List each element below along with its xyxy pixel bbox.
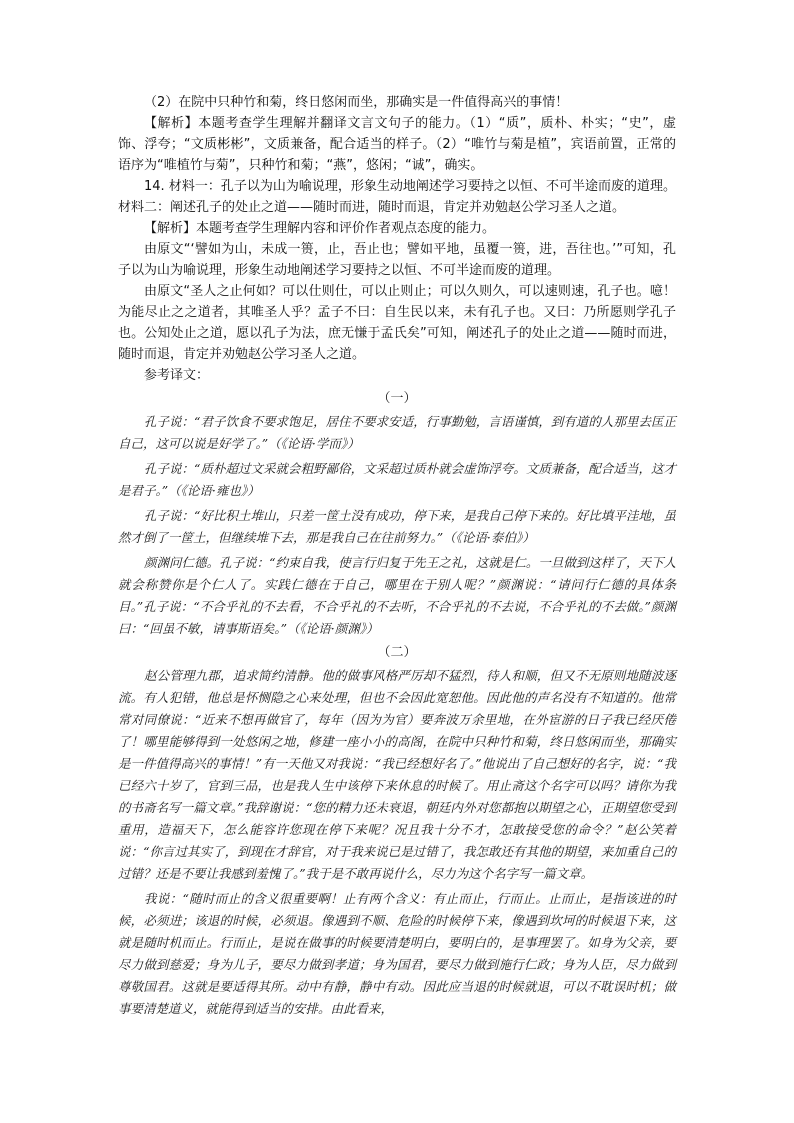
section-2-heading: （二） <box>377 645 417 660</box>
translation-paragraph: 颜渊问仁德。孔子说：“约束自我，使言行归复于先王之礼，这就是仁。一旦做到这样了，天下人就会称赞你是个仁人了。实践仁德在于自己，哪里在于别人呢？”颜渊说：“请问行仁德的具体条目。”孔子说：“不合乎礼的不去看，不合乎礼的不去听，不合乎礼的不去说，不合乎礼的不去做。”颜渊曰：“回虽不敏，请事斯语矣。”（《论语·颜渊》） <box>118 555 676 636</box>
reference-translation-label: 参考译文： <box>144 368 210 383</box>
section-1-heading: （一） <box>377 391 417 406</box>
document-page <box>118 92 676 1020</box>
translation-paragraph: 赵公管理九郡，追求简约清静。他的做事风格严厉却不猛烈，待人和顺，但又不无原则地随波逐流。有人犯错，他总是怀恻隐之心来处理，但也不会因此宽恕他。因此他的声名没有不知道的。他常常对同僚说：“近来不想再做官了，每年（因为为官）要奔波万余里地，在外宦游的日子我已经厌倦了！哪里能够得到一处悠闲之地，修建一座小小的高阁，在院中只种竹和菊，终日悠闲而坐，那确实是一件值得高兴的事情！”有一天他又对我说：“我已经想好名了。”他说出了自己想好的名字，说：“我已经六十岁了，官到三品，也是我人生中该停下来休息的时候了。用止斋这个名字可以吗？请你为我的书斋名写一篇文章。”我辞谢说：“您的精力还未衰退，朝廷内外对您都抱以期望之心，正期望您受到重用，造福天下，怎么能容许您现在停下来呢？况且我十分不才，怎敢接受您的命令？”赵公笑着说：“你言过其实了，到现在才辞官，对于我来说已是过错了，我怎敢还有其他的期望，来加重自己的过错？还是不要让我感到羞愧了。”我于是不敢再说什么，尽力为这个名字写一篇文章。 <box>118 668 676 881</box>
question-14-answer: 14. 材料一：孔子以为山为喻说理，形象生动地阐述学习要持之以恒、不可半途而废的道理。材料二：阐述孔子的处止之道——随时而进，随时而退，肯定并劝勉赵公学习圣人之道。 <box>118 179 676 215</box>
answer-2-text: （2）在院中只种竹和菊，终日悠闲而坐，那确实是一件值得高兴的事情！ <box>144 95 569 110</box>
analysis-paragraph-1: 由原文“‘譬如为山，未成一篑，止，吾止也；譬如平地，虽覆一篑，进，吾往也。’”可知，孔子以为山为喻说理，形象生动地阐述学习要持之以恒、不可半途而废的道理。 <box>118 242 676 278</box>
analysis-paragraph-2: 由原文“圣人之止何如？可以仕则仕，可以止则止；可以久则久，可以速则速，孔子也。噫！为能尽止之之道者，其唯圣人乎？孟子不曰：自生民以来，未有孔子也。又曰：乃所愿则学孔子也。公知处止之道，愿以孔子为法，庶无慊于孟氏矣”可知，阐述孔子的处止之道——随时而进，随时而退，肯定并劝勉赵公学习圣人之道。 <box>118 284 676 362</box>
analysis-translation: 【解析】本题考查学生理解并翻译文言文句子的能力。（1）“质”，质朴、朴实；“史”，虚饰、浮夸；“文质彬彬”，文质兼备，配合适当的样子。（2）“唯竹与菊是植”，宾语前置，正常的语序为“唯植竹与菊”，只种竹和菊；“燕”，悠闲；“诚”，确实。 <box>118 116 676 173</box>
translation-paragraph: 孔子说：“质朴超过文采就会粗野鄙俗，文采超过质朴就会虚饰浮夸。文质兼备，配合适当，这才是君子。”（《论语·雍也》） <box>118 461 676 498</box>
translation-paragraph: 我说：“随时而止的含义很重要啊！止有两个含义：有止而止，行而止。止而止，是指该进的时候，必须进；该退的时候，必须退。像遇到不顺、危险的时候停下来，像遇到坎坷的时候退下来，这就是随时机而止。行而止，是说在做事的时候要清楚明白，要明白的，是事理罢了。如身为父亲，要尽力做到慈爱；身为儿子，要尽力做到孝道；身为国君，要尽力做到施行仁政；身为人臣，尽力做到尊敬国君。这就是要适得其所。动中有静，静中有动。因此应当退的时候就退，可以不耽误时机；做事要清楚道义，就能得到适当的安排。由此看来， <box>118 891 676 1016</box>
translation-paragraph: 孔子说：“好比积土堆山，只差一筐土没有成功，停下来，是我自己停下来的。好比填平洼地，虽然才倒了一筐土，但继续堆下去，那是我自己在往前努力。”（《论语·泰伯》） <box>118 508 676 545</box>
translation-paragraph: 孔子说：“君子饮食不要求饱足，居住不要求安适，行事勤勉，言语谨慎，到有道的人那里去匡正自己，这可以说是好学了。”（《论语·学而》） <box>118 414 676 451</box>
analysis-content: 【解析】本题考查学生理解内容和评价作者观点态度的能力。 <box>144 221 496 236</box>
